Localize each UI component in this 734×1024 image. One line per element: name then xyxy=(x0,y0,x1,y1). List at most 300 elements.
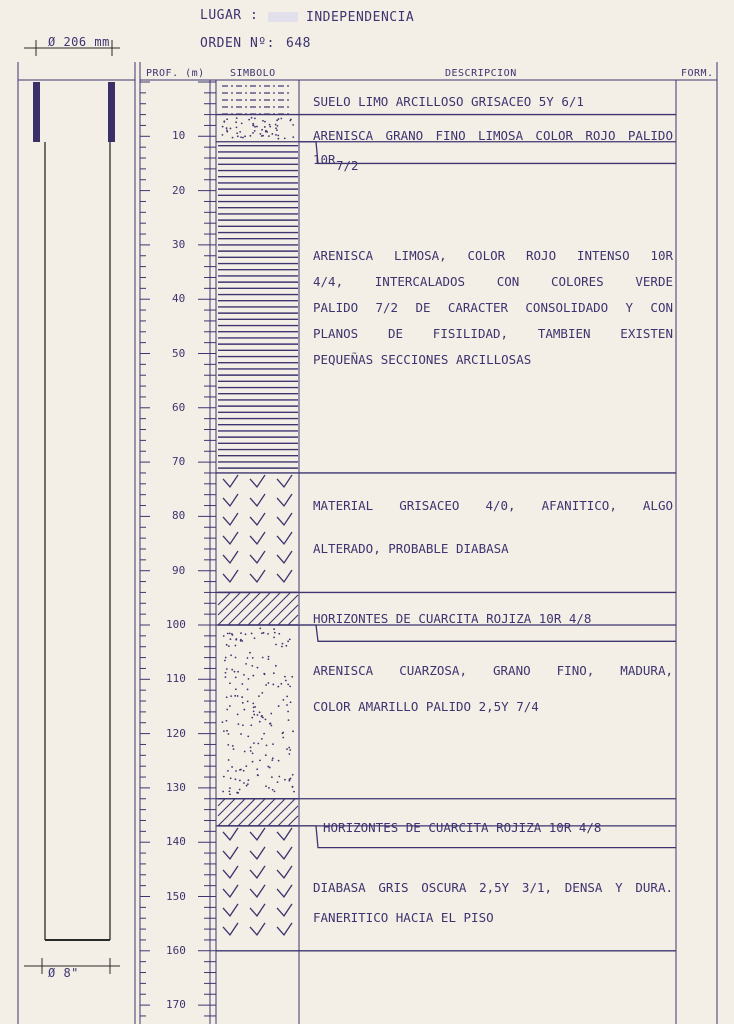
dot xyxy=(228,645,230,647)
v-mark xyxy=(277,828,292,840)
diameter-top-label: Ø 206 mm xyxy=(48,35,110,49)
dot xyxy=(251,117,253,119)
dot xyxy=(237,792,239,794)
dot xyxy=(277,781,279,783)
depth-tick-label: 120 xyxy=(166,726,186,740)
symbol-dots-dense xyxy=(222,117,295,140)
dot xyxy=(230,654,232,656)
dot xyxy=(254,130,256,132)
dot xyxy=(237,695,239,697)
dot xyxy=(277,125,279,127)
dot xyxy=(278,705,280,707)
layer-description-line: 7/2 xyxy=(336,158,359,173)
dot xyxy=(254,637,256,639)
dot xyxy=(290,701,292,703)
symbol-v-marks xyxy=(223,475,292,582)
dot xyxy=(240,136,242,138)
layer-description-line: HORIZONTES DE CUARCITA ROJIZA 10R 4/8 xyxy=(313,611,592,626)
v-mark xyxy=(277,885,292,897)
dot xyxy=(263,673,265,675)
layer-description-line: ARENISCA LIMOSA, COLOR ROJO INTENSO 10R xyxy=(313,248,673,263)
hatch-line xyxy=(218,799,235,816)
depth-tick-label: 50 xyxy=(172,346,186,360)
v-mark xyxy=(277,513,292,525)
dot xyxy=(287,640,289,642)
v-mark xyxy=(223,923,238,935)
dot xyxy=(254,126,256,128)
orden-label: ORDEN Nº: xyxy=(200,36,275,51)
depth-tick-label: 90 xyxy=(172,563,186,577)
layer-description-line: ARENISCA GRANO FINO LIMOSA COLOR ROJO PALIDO 10R xyxy=(313,128,673,167)
dot xyxy=(277,686,279,688)
dot xyxy=(229,682,231,684)
dot xyxy=(237,135,239,137)
dot xyxy=(241,640,243,642)
dot xyxy=(223,776,225,778)
dot xyxy=(226,118,228,120)
dot xyxy=(252,675,254,677)
depth-tick-label: 10 xyxy=(172,129,186,143)
dot xyxy=(227,744,229,746)
dot xyxy=(249,135,251,137)
diameter-bottom-label: Ø 8" xyxy=(48,966,79,980)
v-mark xyxy=(277,570,292,582)
dot xyxy=(270,713,272,715)
dot xyxy=(239,131,241,133)
dot xyxy=(236,132,238,134)
layer-description-line: PLANOS DE FISILIDAD, TAMBIEN EXISTEN xyxy=(313,326,673,341)
v-mark xyxy=(250,847,265,859)
dot xyxy=(226,720,228,722)
dot xyxy=(259,627,261,629)
dot xyxy=(245,663,247,665)
dot xyxy=(249,652,251,654)
dot xyxy=(261,692,263,694)
dot xyxy=(252,657,254,659)
dash-dot xyxy=(259,99,261,101)
dot xyxy=(265,131,267,133)
dot xyxy=(288,753,290,755)
dot xyxy=(235,778,237,780)
dot xyxy=(245,765,247,767)
dash-dot xyxy=(287,106,289,108)
dot xyxy=(269,126,271,128)
depth-tick-label: 140 xyxy=(166,835,186,849)
hatch-line xyxy=(248,592,281,625)
dot xyxy=(231,669,233,671)
dot xyxy=(288,747,290,749)
dot xyxy=(275,134,277,136)
dot xyxy=(282,643,284,645)
v-mark xyxy=(250,885,265,897)
dot xyxy=(275,124,277,126)
dot xyxy=(242,724,244,726)
dash-dot xyxy=(231,92,233,94)
dot xyxy=(284,779,286,781)
symbol-horizontal xyxy=(218,146,298,468)
dot xyxy=(264,126,266,128)
col-description-header: DESCRIPCION xyxy=(445,68,517,79)
dot xyxy=(244,135,246,137)
dot xyxy=(257,743,259,745)
v-mark xyxy=(277,475,292,487)
dot xyxy=(265,785,267,787)
dot xyxy=(226,668,228,670)
dot xyxy=(247,657,249,659)
dot xyxy=(282,732,284,734)
depth-tick-label: 170 xyxy=(166,998,186,1012)
dot xyxy=(263,733,265,735)
dot xyxy=(259,721,261,723)
dot xyxy=(239,789,241,791)
lugar-label: LUGAR : xyxy=(200,8,259,23)
v-mark xyxy=(277,847,292,859)
dot xyxy=(282,737,284,739)
dot xyxy=(229,787,231,789)
dot xyxy=(270,722,272,724)
layer-description-line: PEQUEÑAS SECCIONES ARCILLOSAS xyxy=(313,352,532,367)
hatch-line xyxy=(288,816,298,826)
dot xyxy=(235,645,237,647)
dot xyxy=(229,632,231,634)
dot xyxy=(233,748,235,750)
col-depth-header: PROF. (m) xyxy=(146,68,205,79)
dot xyxy=(280,683,282,685)
depth-tick-label: 150 xyxy=(166,889,186,903)
dash-dot xyxy=(287,92,289,94)
dot xyxy=(226,696,228,698)
dot xyxy=(273,672,275,674)
dot xyxy=(237,714,239,716)
dot xyxy=(254,118,256,120)
dash-dot xyxy=(287,99,289,101)
dot xyxy=(224,660,226,662)
hatch-line xyxy=(218,592,251,625)
layer-description-line: COLOR AMARILLO PALIDO 2,5Y 7/4 xyxy=(313,699,539,714)
dot xyxy=(226,127,228,129)
dot xyxy=(247,735,249,737)
dot xyxy=(248,119,250,121)
dot xyxy=(273,636,275,638)
dot xyxy=(222,791,224,793)
dot xyxy=(226,730,228,732)
depth-tick-label: 60 xyxy=(172,400,186,414)
dot xyxy=(278,776,280,778)
symbol-hatch xyxy=(218,799,298,826)
dot xyxy=(234,695,236,697)
dot xyxy=(226,709,228,711)
layer-description-line: 4/4, INTERCALADOS CON COLORES VERDE xyxy=(313,274,673,289)
dot xyxy=(229,705,231,707)
dot xyxy=(257,714,259,716)
dot xyxy=(269,124,271,126)
v-mark xyxy=(250,513,265,525)
hatch-line xyxy=(228,592,261,625)
dash-dot xyxy=(231,99,233,101)
hatch-line xyxy=(278,806,298,826)
dot xyxy=(225,676,227,678)
dot xyxy=(247,783,249,785)
dot xyxy=(240,632,242,634)
dot xyxy=(235,688,237,690)
layer-description-line: ARENISCA CUARZOSA, GRANO FINO, MADURA, xyxy=(313,663,673,678)
dot xyxy=(225,657,227,659)
dash-dot xyxy=(259,85,261,87)
dot xyxy=(267,633,269,635)
depth-tick-label: 20 xyxy=(172,183,186,197)
dot xyxy=(287,683,289,685)
dot xyxy=(261,129,263,131)
dot xyxy=(256,768,258,770)
dot xyxy=(228,733,230,735)
dot xyxy=(229,793,231,795)
dash-dot xyxy=(231,106,233,108)
dot xyxy=(292,774,294,776)
dot xyxy=(236,126,238,128)
dot xyxy=(252,752,254,754)
dot xyxy=(254,706,256,708)
dot xyxy=(226,644,228,646)
dot xyxy=(235,638,237,640)
hatch-line xyxy=(258,592,291,625)
dot xyxy=(252,703,254,705)
dot xyxy=(223,730,225,732)
symbol-hatch xyxy=(218,592,298,625)
dot xyxy=(250,724,252,726)
dot xyxy=(272,757,274,759)
dot xyxy=(252,132,254,134)
dot xyxy=(273,628,275,630)
dot xyxy=(267,766,269,768)
dot xyxy=(251,633,253,635)
dot xyxy=(262,657,264,659)
col-symbol-header: SIMBOLO xyxy=(230,68,276,79)
dot xyxy=(235,770,237,772)
v-mark xyxy=(250,866,265,878)
orden-value: 648 xyxy=(286,36,311,51)
dot xyxy=(267,682,269,684)
dot xyxy=(241,683,243,685)
dot xyxy=(286,695,288,697)
v-mark xyxy=(223,904,238,916)
dot xyxy=(253,710,255,712)
v-mark xyxy=(250,904,265,916)
dash-dot xyxy=(287,85,289,87)
dot xyxy=(261,738,263,740)
dot xyxy=(265,684,267,686)
dot xyxy=(277,138,279,140)
dot xyxy=(222,134,224,136)
dot xyxy=(275,644,277,646)
dot xyxy=(261,716,263,718)
dash-dot xyxy=(259,92,261,94)
dot xyxy=(265,719,267,721)
dot xyxy=(250,746,252,748)
depth-tick-label: 80 xyxy=(172,509,186,523)
dot xyxy=(245,633,247,635)
dot xyxy=(223,121,225,123)
dot xyxy=(270,725,272,727)
dot xyxy=(252,123,254,125)
dot xyxy=(248,678,250,680)
depth-tick-label: 40 xyxy=(172,292,186,306)
dot xyxy=(277,135,279,137)
dash-dot xyxy=(231,85,233,87)
dot xyxy=(271,759,273,761)
dot xyxy=(253,714,255,716)
dot xyxy=(250,750,252,752)
dot xyxy=(230,128,232,130)
depth-tick-label: 160 xyxy=(166,943,186,957)
dot xyxy=(237,723,239,725)
dot xyxy=(252,761,254,763)
dot xyxy=(247,779,249,781)
dot xyxy=(243,709,245,711)
v-mark xyxy=(223,885,238,897)
dot xyxy=(263,632,265,634)
dash-dot xyxy=(245,85,247,87)
dash-dot xyxy=(273,106,275,108)
dot xyxy=(257,667,259,669)
dot xyxy=(284,676,286,678)
col-formation-header: FORM. xyxy=(681,68,714,79)
dot xyxy=(258,695,260,697)
dot xyxy=(240,640,242,642)
dot xyxy=(278,118,280,120)
v-mark xyxy=(223,513,238,525)
dot xyxy=(240,769,242,771)
dot xyxy=(276,129,278,131)
dot xyxy=(232,745,234,747)
layer-description-line: FANERITICO HACIA EL PISO xyxy=(313,910,494,925)
dot xyxy=(243,674,245,676)
symbol-v-marks xyxy=(223,828,292,935)
dot xyxy=(242,137,244,139)
dot xyxy=(278,760,280,762)
dot xyxy=(286,748,288,750)
depth-ruler xyxy=(140,82,216,1016)
v-mark xyxy=(223,866,238,878)
dot xyxy=(230,695,232,697)
dot xyxy=(228,759,230,761)
dot xyxy=(243,782,245,784)
symbol-dots-sparse xyxy=(222,627,295,795)
dot xyxy=(275,665,277,667)
dot xyxy=(259,759,261,761)
v-mark xyxy=(277,866,292,878)
dot xyxy=(242,702,244,704)
v-mark xyxy=(223,828,238,840)
dot xyxy=(262,120,264,122)
dot xyxy=(288,719,290,721)
dot xyxy=(236,117,238,119)
dot xyxy=(247,689,249,691)
dot xyxy=(230,777,232,779)
dot xyxy=(222,126,224,128)
dash-dot xyxy=(273,92,275,94)
dot xyxy=(244,751,246,753)
dot xyxy=(237,671,239,673)
dot xyxy=(225,672,227,674)
dot xyxy=(235,676,237,678)
depth-tick-label: 130 xyxy=(166,780,186,794)
v-mark xyxy=(250,494,265,506)
dot xyxy=(272,743,274,745)
lithology-symbols xyxy=(218,85,298,935)
dash-dot xyxy=(273,99,275,101)
dot xyxy=(235,121,237,123)
dot xyxy=(232,137,234,139)
layer-description-line: MATERIAL GRISACEO 4/0, AFANITICO, ALGO xyxy=(313,498,673,513)
dot xyxy=(223,635,225,637)
v-mark xyxy=(223,847,238,859)
dot xyxy=(230,638,232,640)
layer-description-line: PALIDO 7/2 DE CARACTER CONSOLIDADO Y CON xyxy=(313,300,673,315)
dot xyxy=(259,711,261,713)
dot xyxy=(261,135,263,137)
v-mark xyxy=(277,532,292,544)
dot xyxy=(292,730,294,732)
dot xyxy=(271,776,273,778)
dot xyxy=(289,120,291,122)
dot xyxy=(257,774,259,776)
dot xyxy=(292,136,294,138)
v-mark xyxy=(277,551,292,563)
dot xyxy=(292,786,294,788)
dot xyxy=(281,646,283,648)
dash-dot xyxy=(259,106,261,108)
v-mark xyxy=(250,828,265,840)
hatch-line xyxy=(218,799,225,806)
dot xyxy=(287,711,289,713)
dot xyxy=(261,632,263,634)
layer-description-line: SUELO LIMO ARCILLOSO GRISACEO 5Y 6/1 xyxy=(313,94,584,109)
dot xyxy=(289,685,291,687)
dash-dot xyxy=(245,92,247,94)
layer-description-line: HORIZONTES DE CUARCITA ROJIZA 10R 4/8 xyxy=(323,820,602,835)
dot xyxy=(241,696,243,698)
symbol-dash-dot xyxy=(222,85,289,115)
hatch-line xyxy=(218,592,241,615)
lugar-value: INDEPENDENCIA xyxy=(306,10,415,25)
hatch-line xyxy=(278,605,298,625)
dot xyxy=(278,633,280,635)
dot xyxy=(285,645,287,647)
dot xyxy=(251,717,253,719)
dot xyxy=(289,749,291,751)
v-mark xyxy=(250,923,265,935)
dot xyxy=(266,744,268,746)
depth-tick-label: 30 xyxy=(172,237,186,251)
dot xyxy=(268,135,270,137)
dot xyxy=(246,785,248,787)
dot xyxy=(228,790,230,792)
v-mark xyxy=(250,551,265,563)
dot xyxy=(256,126,258,128)
dot xyxy=(231,766,233,768)
dot xyxy=(272,684,274,686)
dot xyxy=(226,131,228,133)
dot xyxy=(232,634,234,636)
dot xyxy=(280,118,282,120)
layer-description-line: ALTERADO, PROBABLE DIABASA xyxy=(313,541,509,556)
dot xyxy=(234,671,236,673)
dot xyxy=(285,680,287,682)
v-mark xyxy=(250,475,265,487)
depth-tick-label: 110 xyxy=(166,672,186,686)
dot xyxy=(260,133,262,135)
dash-dot xyxy=(245,106,247,108)
